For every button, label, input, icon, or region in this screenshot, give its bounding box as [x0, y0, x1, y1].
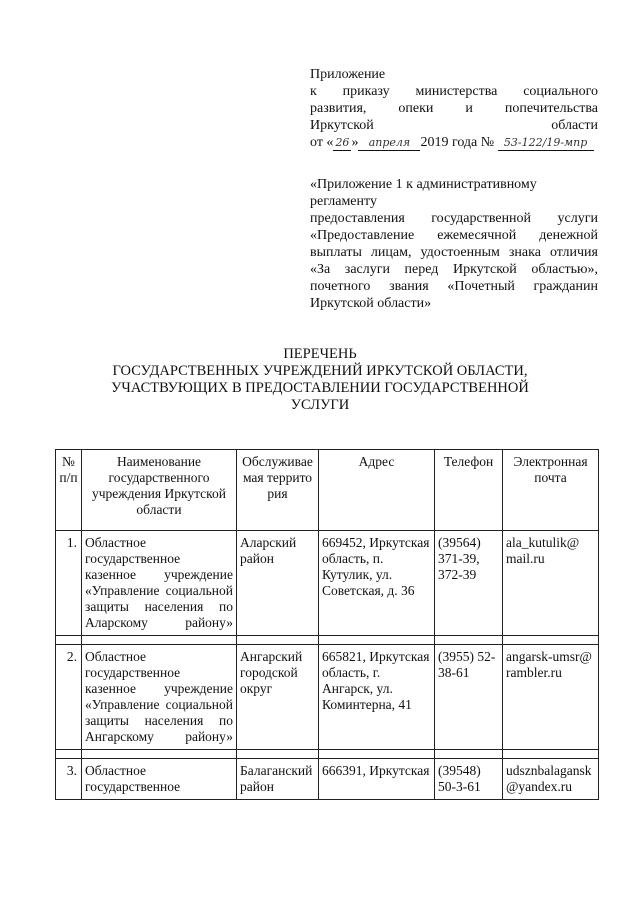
- appendix-date-line: [310, 134, 598, 151]
- row-name: Областное государственное: [82, 759, 237, 800]
- title-line-3: УЧАСТВУЮЩИХ В ПРЕДОСТАВЛЕНИИ ГОСУДАРСТВЕННОЙ: [111, 380, 529, 396]
- header-name: Наименование государственного учреждения Иркутской области: [82, 450, 237, 531]
- header-territory: Обслуживае мая террито рия: [237, 450, 319, 531]
- appendix-line-1: к приказу министерства социального: [310, 84, 598, 99]
- regulation-line-6: «За заслуги перед Иркутской областью»,: [310, 262, 598, 277]
- row-num: 1.: [56, 531, 82, 636]
- appendix-line-3: Иркутской области: [310, 118, 598, 133]
- appendix-title: Приложение: [310, 67, 386, 82]
- title-line-2: ГОСУДАРСТВЕННЫХ УЧРЕЖДЕНИЙ ИРКУТСКОЙ ОБЛАСТИ,: [112, 363, 528, 379]
- regulation-line-5: выплаты лицам, удостоенным знака отличия: [310, 245, 598, 260]
- row-num: 3.: [56, 759, 82, 800]
- row-num: 2.: [56, 645, 82, 750]
- appendix-line-2: развития, опеки и попечительства: [310, 101, 598, 116]
- row-territory: Балаганский район: [237, 759, 319, 800]
- table-row-spacer: [56, 636, 599, 645]
- row-phone: (39564) 371-39, 372-39: [435, 531, 503, 636]
- header-num: № п/п: [56, 450, 82, 531]
- header-phone: Телефон: [435, 450, 503, 531]
- handwritten-day: 26: [335, 136, 350, 149]
- row-name: Областное государственное казенное учреждение «Управление социальной защиты населения по Ангарскому району»: [82, 645, 237, 750]
- title-line-1: ПЕРЕЧЕНЬ: [283, 346, 357, 362]
- header-email: Электронная почта: [503, 450, 599, 531]
- date-prefix: от «: [310, 135, 334, 150]
- row-name: Областное государственное казенное учреждение «Управление социальной защиты населения по Аларскому району»: [82, 531, 237, 636]
- regulation-line-2: к административному регламенту: [310, 177, 537, 209]
- table-row: [56, 759, 599, 800]
- table-row: [56, 645, 599, 750]
- title-line-4: УСЛУГИ: [290, 397, 350, 413]
- row-territory: Аларский район: [237, 531, 319, 636]
- row-address: 666391, Иркутская: [319, 759, 435, 800]
- row-email: ala_kutulik@ mail.ru: [503, 531, 599, 636]
- institutions-table: [55, 449, 599, 800]
- table-row-spacer: [56, 750, 599, 759]
- regulation-line-7: почетного звания «Почетный гражданин: [310, 279, 598, 294]
- row-phone: (3955) 52-38-61: [435, 645, 503, 750]
- regulation-appendix-block: [310, 176, 598, 312]
- regulation-line-3: предоставления государственной услуги: [310, 211, 598, 226]
- date-mid: »: [351, 135, 359, 150]
- header-address: Адрес: [319, 450, 435, 531]
- regulation-line-4: «Предоставление ежемесячной денежной: [310, 228, 598, 243]
- regulation-line-8: Иркутской области»: [310, 296, 432, 311]
- regulation-line-1: «Приложение 1: [310, 177, 403, 192]
- table-row: [56, 531, 599, 636]
- table-header-row: [56, 450, 599, 531]
- handwritten-order-number: 53-122/19-мпр: [498, 136, 594, 151]
- row-email: udsznbalagansk@yandex.ru: [503, 759, 599, 800]
- order-appendix-block: [310, 66, 598, 151]
- document-title: [100, 346, 540, 414]
- row-phone: (39548) 50-3-61: [435, 759, 503, 800]
- row-territory: Ангарский городской округ: [237, 645, 319, 750]
- row-address: 665821, Иркутская область, г. Ангарск, ул. Коминтерна, 41: [319, 645, 435, 750]
- date-year: 2019 года №: [420, 135, 495, 150]
- row-address: 669452, Иркутская область, п. Кутулик, ул. Советская, д. 36: [319, 531, 435, 636]
- row-email: angarsk-umsr@rambler.ru: [503, 645, 599, 750]
- handwritten-month: апреля: [358, 136, 420, 151]
